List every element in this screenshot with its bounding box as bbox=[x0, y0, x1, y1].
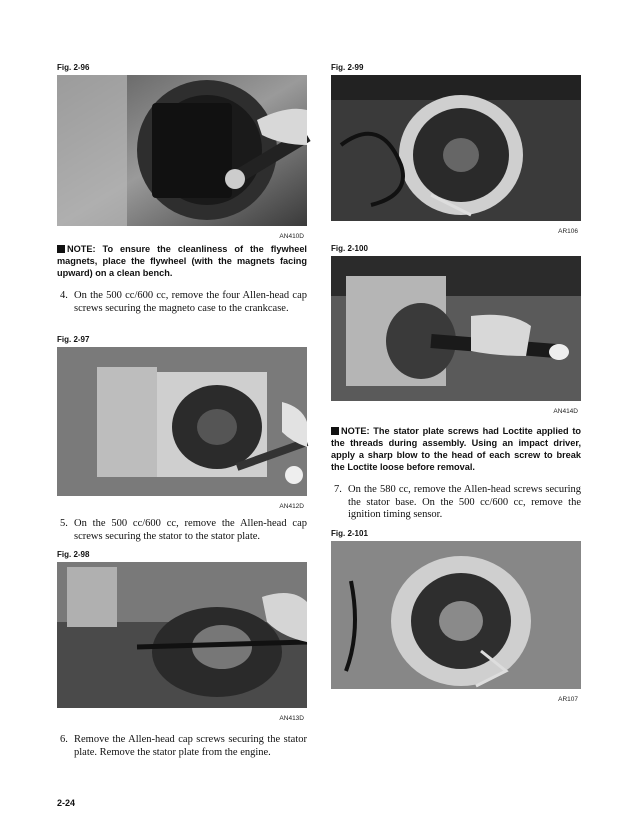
page-number: 2-24 bbox=[57, 798, 76, 808]
step-7 bbox=[334, 484, 581, 522]
step-6-number: 6. bbox=[60, 734, 68, 745]
step-4 bbox=[60, 290, 307, 315]
note-square-icon bbox=[331, 427, 339, 435]
fig-2-99-label: Fig. 2-99 bbox=[331, 63, 364, 72]
fig-2-99-photo bbox=[331, 75, 581, 235]
fig-2-101-photo bbox=[331, 541, 581, 703]
note-square-icon bbox=[57, 245, 65, 253]
fig-2-100-label: Fig. 2-100 bbox=[331, 244, 368, 253]
note-loctite bbox=[331, 425, 581, 473]
step-4-number: 4. bbox=[60, 290, 68, 301]
step-5-text: On the 500 cc/600 cc, remove the Allen-head cap screws securing the stator to the stator plate. bbox=[74, 518, 307, 542]
fig-2-98-label: Fig. 2-98 bbox=[57, 550, 90, 559]
step-5 bbox=[60, 518, 307, 543]
fig-2-97-label: Fig. 2-97 bbox=[57, 335, 90, 344]
fig-2-97-photo bbox=[57, 347, 307, 510]
fig-2-96-photo bbox=[57, 75, 307, 240]
note-flywheel-text: NOTE: To ensure the cleanliness of the flywheel magnets, place the flywheel (with the magnets facing upward) on a clean bench. bbox=[57, 244, 307, 278]
fig-2-96-label: Fig. 2-96 bbox=[57, 63, 90, 72]
fig-2-101-label: Fig. 2-101 bbox=[331, 529, 368, 538]
step-5-number: 5. bbox=[60, 518, 68, 529]
fig-2-100-photo bbox=[331, 256, 581, 415]
step-6 bbox=[60, 734, 307, 759]
fig-2-96-code: AN410D bbox=[279, 233, 304, 240]
fig-2-100-code: AN414D bbox=[553, 408, 578, 415]
fig-2-101-code: AR107 bbox=[558, 696, 578, 703]
fig-2-99-code: AR106 bbox=[558, 228, 578, 235]
fig-2-97-code: AN412D bbox=[279, 503, 304, 510]
note-loctite-text: NOTE: The stator plate screws had Loctite applied to the threads during assembly. Using an impact driver, apply a sharp blow to the head of each screw to break the Loctite loose before removal. bbox=[331, 426, 581, 472]
step-7-number: 7. bbox=[334, 484, 342, 495]
fig-2-98-code: AN413D bbox=[279, 715, 304, 722]
step-4-text: On the 500 cc/600 cc, remove the four Allen-head cap screws securing the magneto case to the crankcase. bbox=[74, 290, 307, 314]
step-7-text: On the 580 cc, remove the Allen-head screws securing the stator base. On the 500 cc/600 cc, remove the ignition timing sensor. bbox=[348, 484, 581, 520]
note-flywheel bbox=[57, 243, 307, 279]
fig-2-98-photo bbox=[57, 562, 307, 722]
step-6-text: Remove the Allen-head cap screws securing the stator plate. Remove the stator plate from the engine. bbox=[74, 734, 307, 758]
